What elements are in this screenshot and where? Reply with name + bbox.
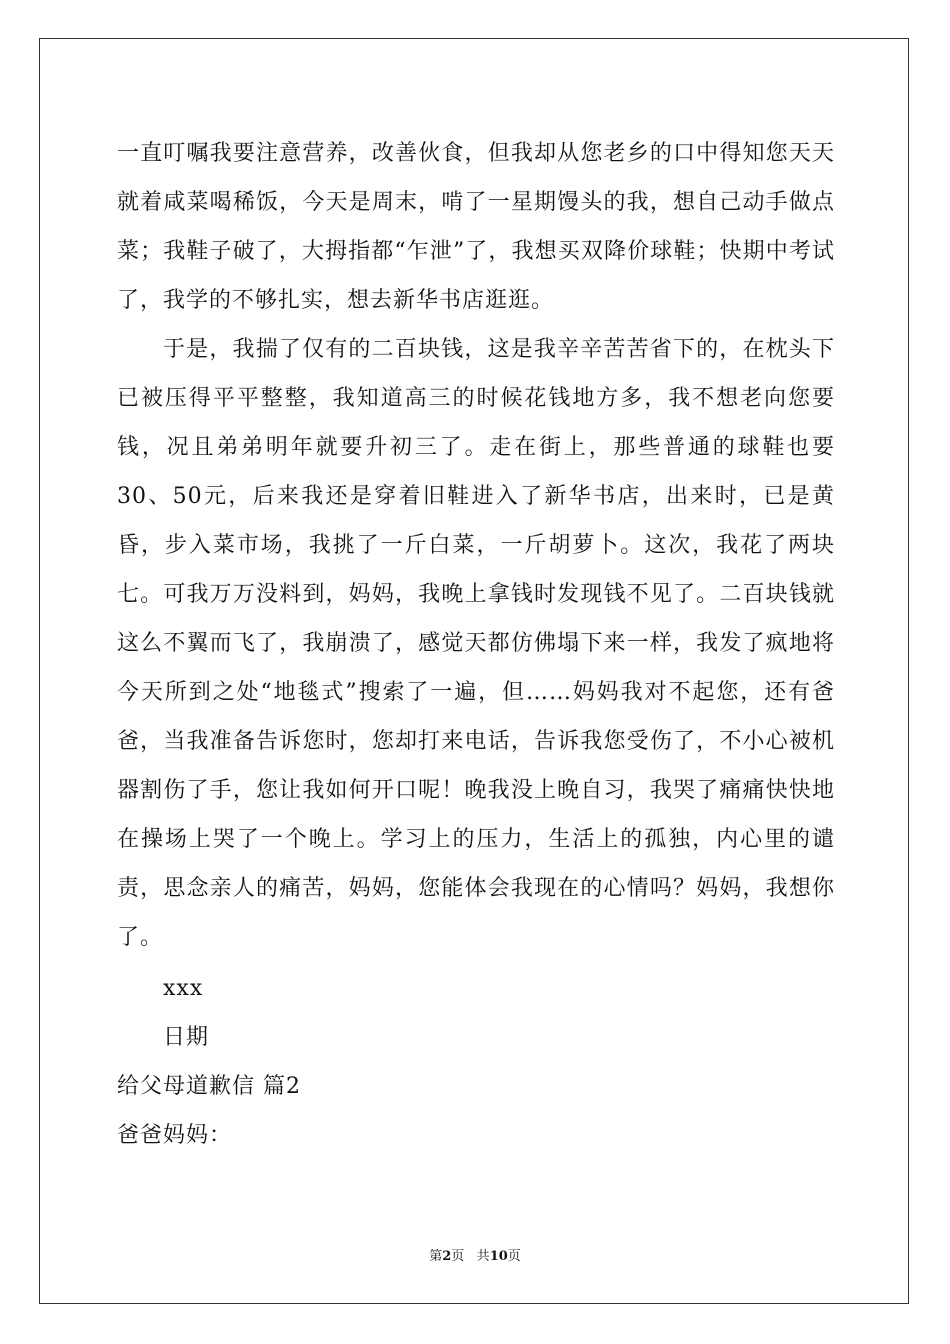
paragraph-2: 于是，我揣了仅有的二百块钱，这是我辛辛苦苦省下的，在枕头下已被压得平平整整，我知道高三的时候花钱地方多，我不想老向您要钱，况且弟弟明年就要升初三了。走在街上，那些普通的球鞋也要30、50元，后来我还是穿着旧鞋进入了新华书店，出来时，已是黄昏，步入菜市场，我挑了一斤白菜，一斤胡萝卜。这次，我花了两块七。可我万万没料到，妈妈，我晚上拿钱时发现钱不见了。二百块钱就这么不翼而飞了，我崩溃了，感觉天都仿佛塌下来一样，我发了疯地将今天所到之处“地毯式”搜索了一遍，但……妈妈我对不起您，还有爸爸，当我准备告诉您时，您却打来电话，告诉我您受伤了，不小心被机器割伤了手，您让我如何开口呢！晚我没上晚自习，我哭了痛痛快快地在操场上哭了一个晚上。学习上的压力，生活上的孤独，内心里的谴责，思念亲人的痛苦，妈妈，您能体会我现在的心情吗？妈妈，我想你了。 <box>117 337 835 950</box>
paragraph-1: 一直叮嘱我要注意营养，改善伙食，但我却从您老乡的口中得知您天天就着咸菜喝稀饭，今天是周末，啃了一星期馒头的我，想自己动手做点菜；我鞋子破了，大拇指都“乍泄”了，我想买双降价球鞋；快期中考试了，我学的不够扎实，想去新华书店逛逛。 <box>117 141 835 313</box>
signature-name: xxx <box>163 976 204 1001</box>
document-body <box>117 129 835 1160</box>
page-footer <box>0 1247 950 1267</box>
page-current: 2 <box>442 1249 452 1264</box>
page-suffix: 页 <box>451 1249 465 1264</box>
greeting: 爸爸妈妈： <box>117 1123 233 1148</box>
total-suffix: 页 <box>507 1249 521 1264</box>
signature-date: 日期 <box>163 1025 210 1050</box>
page-prefix: 第 <box>429 1249 443 1264</box>
section-title: 给父母道歉信 篇2 <box>117 1074 301 1099</box>
page-total: 10 <box>489 1249 508 1264</box>
total-prefix: 共 <box>476 1249 490 1264</box>
